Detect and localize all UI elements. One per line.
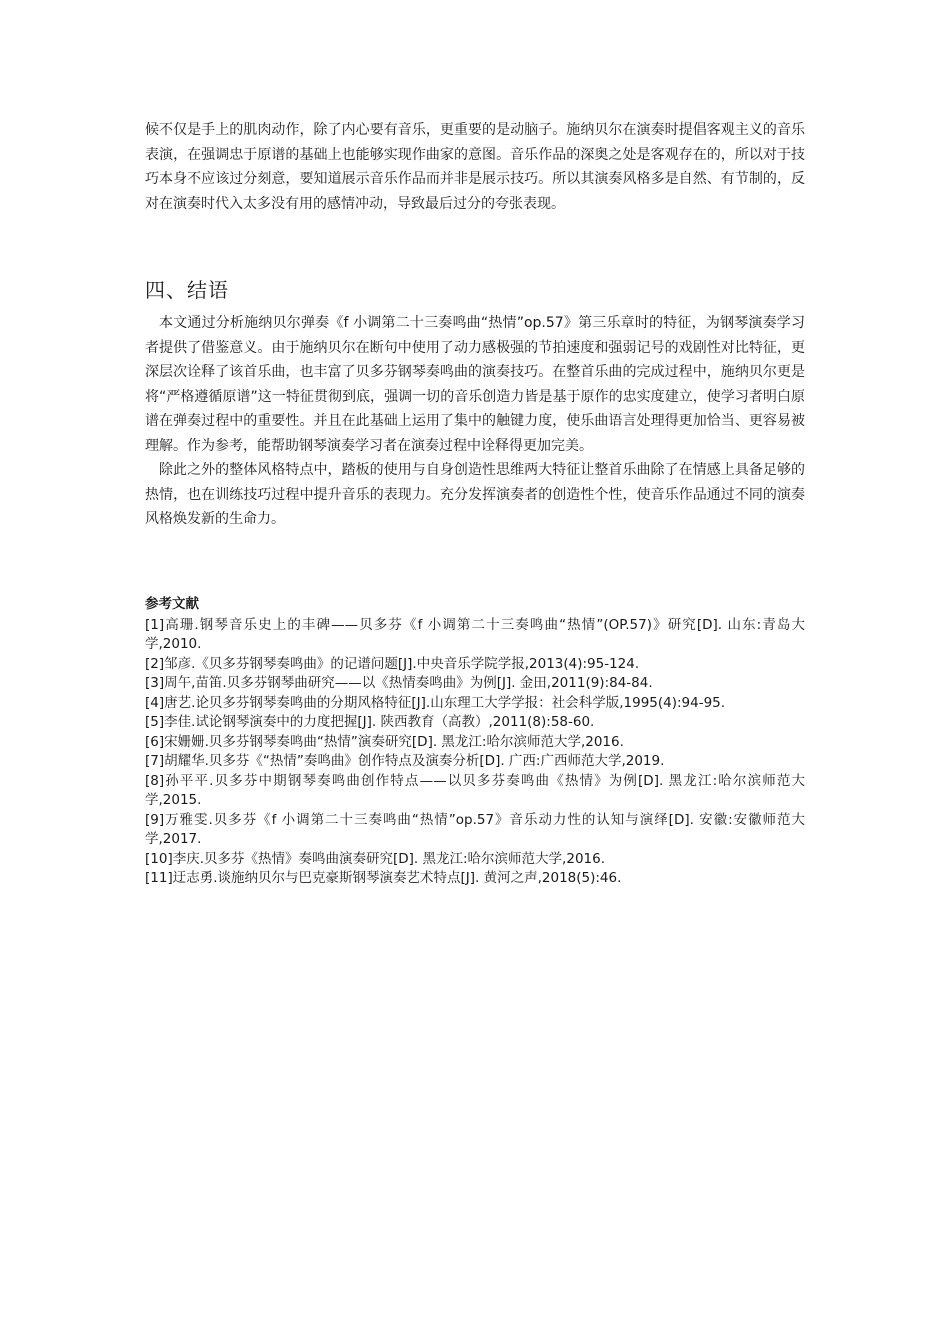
reference-item: [8]孙平平.贝多芬中期钢琴奏鸣曲创作特点——以贝多芬奏鸣曲《热情》为例[D]. 黑龙江:哈尔滨师范大学,2015. — [145, 772, 805, 808]
reference-item: [4]唐艺.论贝多芬钢琴奏鸣曲的分期风格特征[J].山东理工大学学报：社会科学版,1995(4):94-95. — [145, 694, 726, 711]
references-list — [145, 616, 805, 889]
conclusion-paragraph: 本文通过分析施纳贝尔弹奏《f 小调第二十三奏鸣曲“热情”op.57》第三乐章时的特征，为钢琴演奏学习者提供了借鉴意义。由于施纳贝尔在断句中使用了动力感极强的节拍速度和强弱记号的戏剧性对比特征，更深层次诠释了该首乐曲，也丰富了贝多芬钢琴奏鸣曲的演奏技巧。在整首乐曲的完成过程中，施纳贝尔更是将“严格遵循原谱”这一特征贯彻到底，强调一切的音乐创造力皆是基于原作的忠实度建立，使学习者明白原谱在弹奏过程中的重要性。并且在此基础上运用了集中的触键力度，使乐曲语言处理得更加恰当、更容易被理解。作为参考，能帮助钢琴演奏学习者在演奏过程中诠释得更加完美。 — [145, 315, 805, 454]
reference-item: [5]李佳.试论钢琴演奏中的力度把握[J]. 陕西教育（高教）,2011(8):58-60. — [145, 714, 595, 730]
section-heading: 四、结语 — [145, 278, 229, 302]
reference-item: [10]李庆.贝多芬《热情》奏鸣曲演奏研究[D]. 黑龙江:哈尔滨师范大学,2016. — [145, 850, 606, 867]
document-page — [145, 118, 805, 889]
reference-item: [6]宋姗姗.贝多芬钢琴奏鸣曲“热情”演奏研究[D]. 黑龙江:哈尔滨师范大学,2016. — [145, 733, 624, 750]
conclusion-paragraph: 除此之外的整体风格特点中，踏板的使用与自身创造性思维两大特征让整首乐曲除了在情感上具备足够的热情，也在训练技巧过程中提升音乐的表现力。充分发挥演奏者的创造性个性，使音乐作品通过不同的演奏风格焕发新的生命力。 — [145, 462, 805, 527]
body-paragraph: 候不仅是手上的肌肉动作，除了内心要有音乐，更重要的是动脑子。施纳贝尔在演奏时提倡客观主义的音乐表演，在强调忠于原谱的基础上也能够实现作曲家的意图。音乐作品的深奥之处是客观存在的，所以对于技巧本身不应该过分刻意，要知道展示音乐作品而并非是展示技巧。所以其演奏风格多是自然、有节制的，反对在演奏时代入太多没有用的感情冲动，导致最后过分的夸张表现。 — [145, 122, 805, 212]
reference-item: [7]胡耀华.贝多芬《“热情”奏鸣曲》创作特点及演奏分析[D]. 广西:广西师范大学,2019. — [145, 753, 665, 769]
reference-item: [1]高珊.钢琴音乐史上的丰碑——贝多芬《f 小调第二十三奏鸣曲“热情”(OP.57)》研究[D]. 山东:青岛大学,2010. — [145, 616, 805, 652]
reference-item: [2]邹彦.《贝多芬钢琴奏鸣曲》的记谱问题[J].中央音乐学院学报,2013(4):95-124. — [145, 655, 640, 672]
reference-item: [3]周午,苗笛.贝多芬钢琴曲研究——以《热情奏鸣曲》为例[J]. 金田,2011(9):84-84. — [145, 675, 653, 691]
references-title: 参考文献 — [145, 595, 199, 612]
reference-item: [11]迂志勇.谈施纳贝尔与巴克豪斯钢琴演奏艺术特点[J]. 黄河之声,2018(5):46. — [145, 870, 622, 886]
reference-item: [9]万雅雯.贝多芬《f 小调第二十三奏鸣曲“热情”op.57》音乐动力性的认知与演绎[D]. 安徽:安徽师范大学,2017. — [145, 811, 805, 847]
